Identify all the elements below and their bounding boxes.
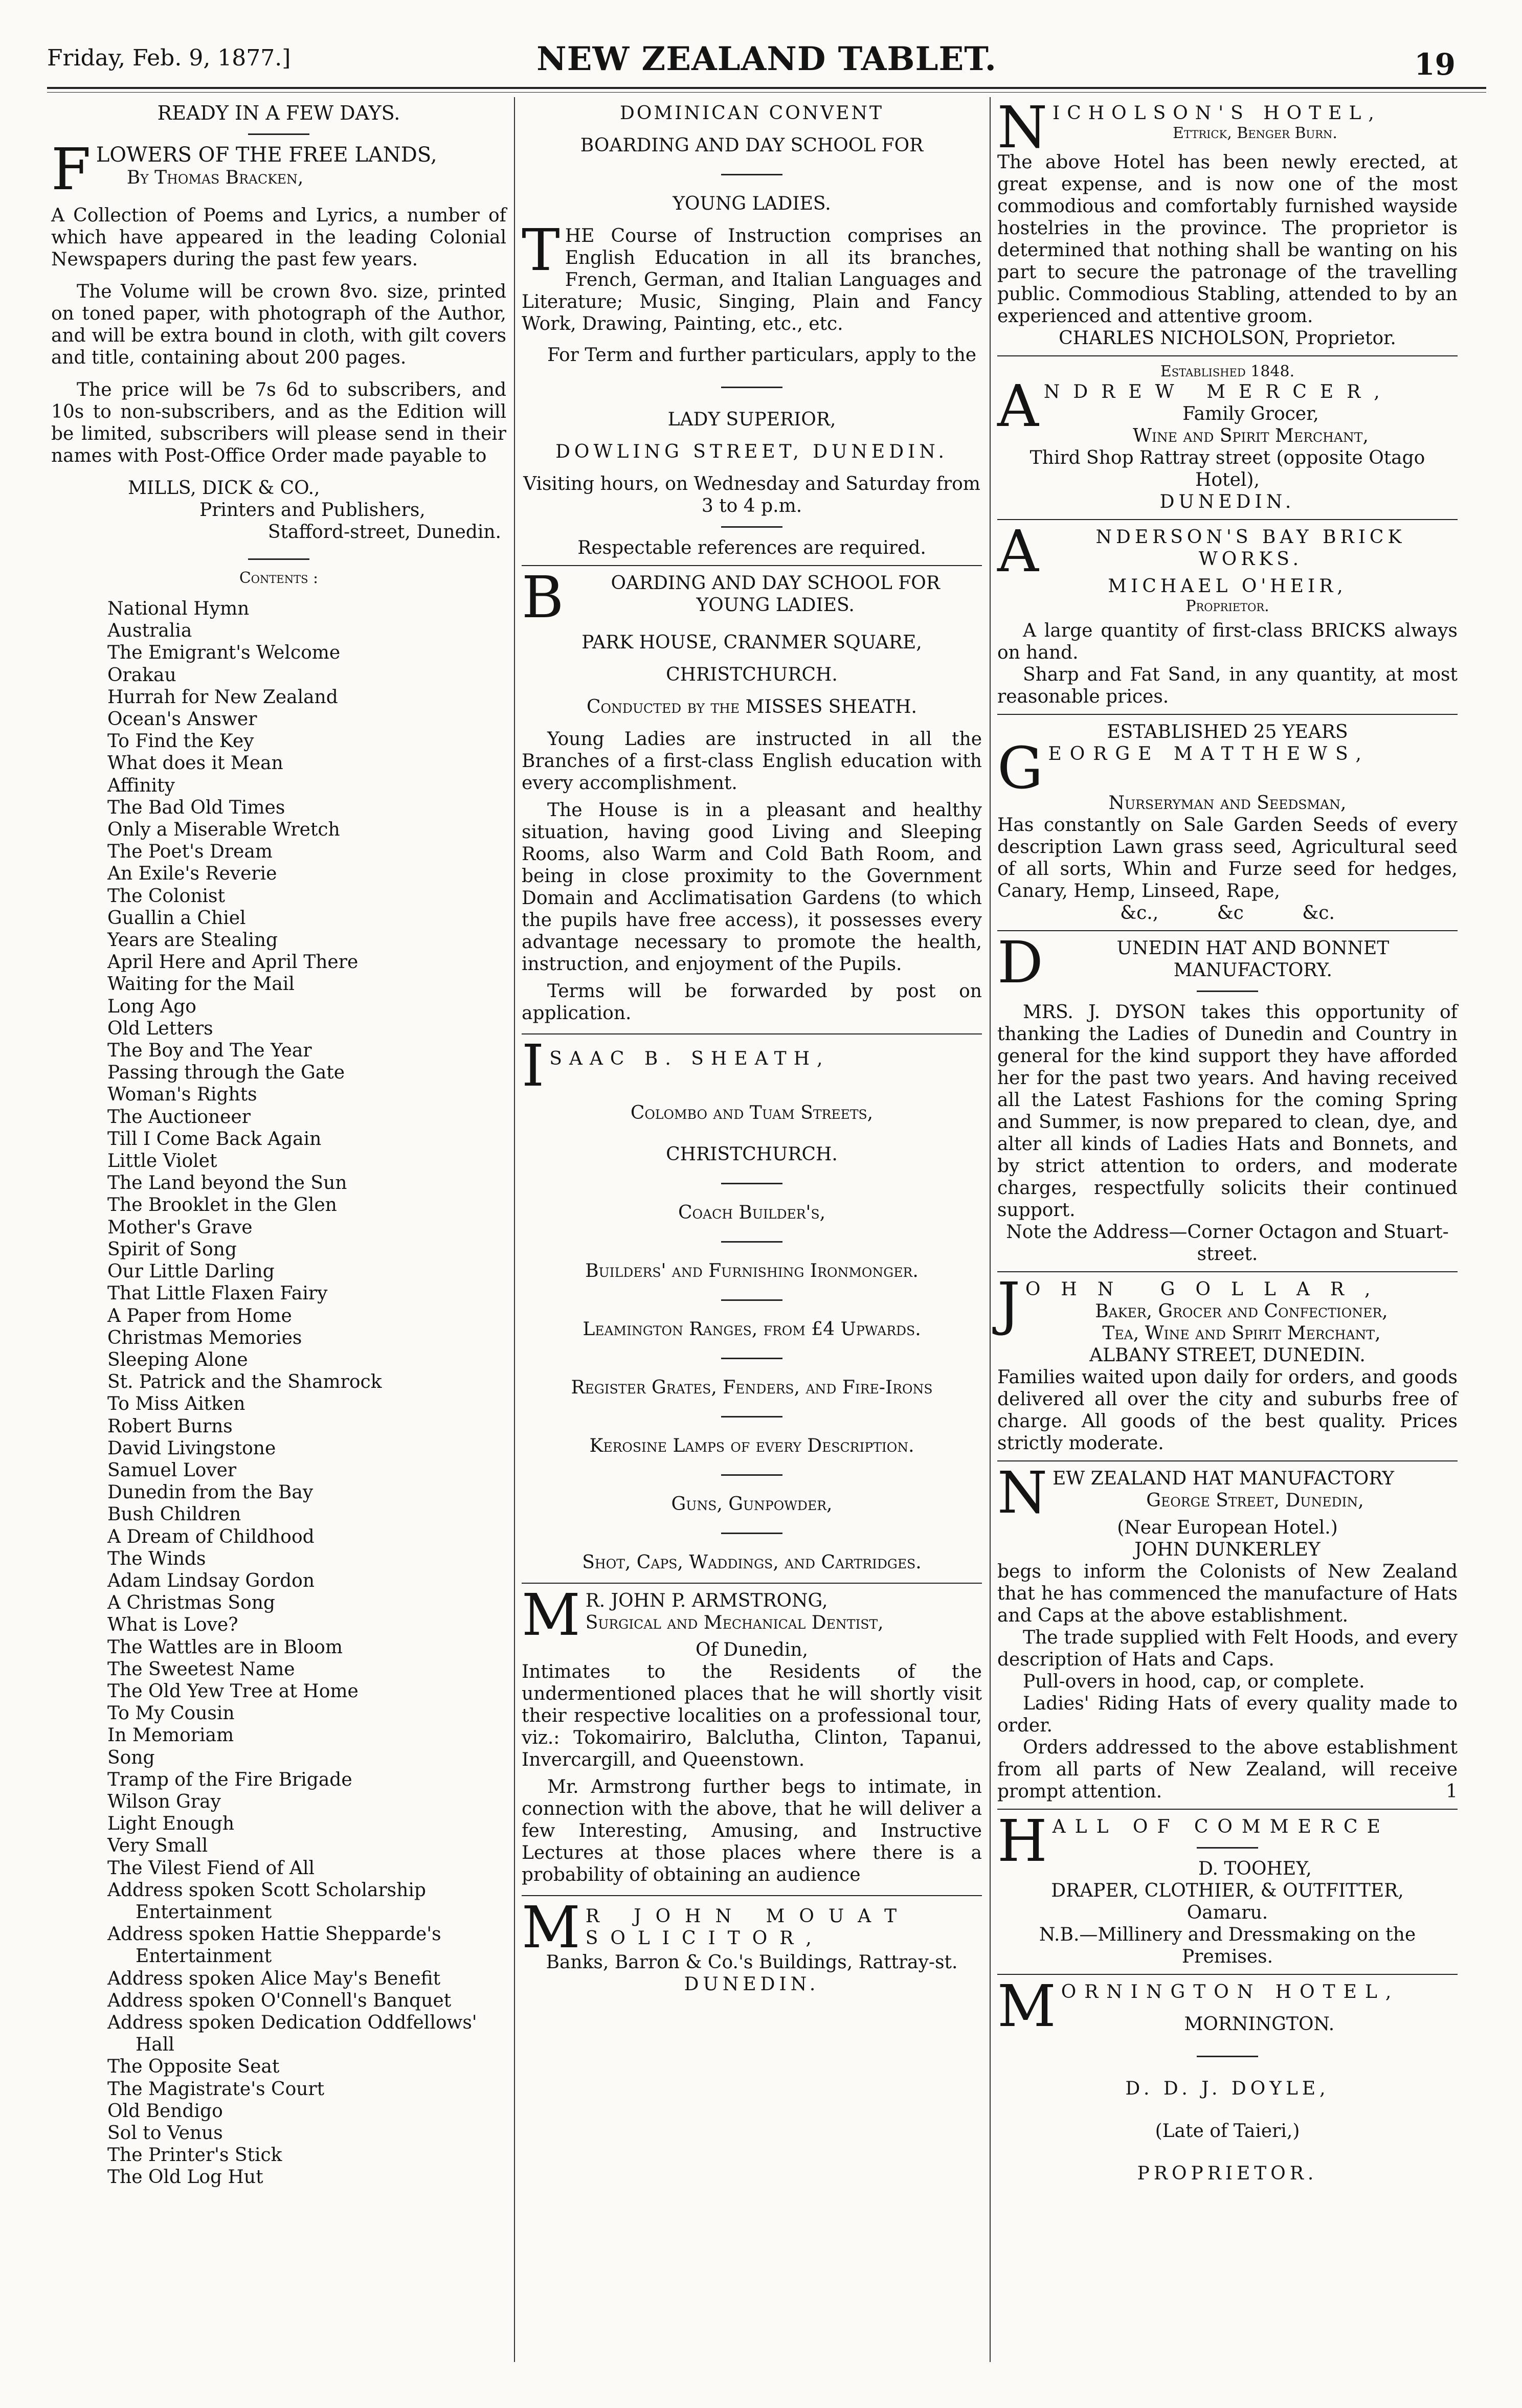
contents-item: Sol to Venus [107,2123,223,2144]
contents-item: The Opposite Seat [107,2056,280,2078]
publisher-address: Stafford-street, Dunedin. [267,522,501,543]
drop-cap: F [51,137,91,203]
mercer-heading: A NDREW MERCER, [997,373,1393,440]
contents-item: The Old Yew Tree at Home [107,1680,359,1702]
contents-item: The Winds [107,1548,206,1569]
rule [997,355,1458,356]
convent-term: For Term and further particulars, apply to the [547,345,977,366]
contents-item: Song [107,1747,155,1768]
divider [721,1474,782,1476]
contents-item: A Dream of Childhood [107,1526,315,1547]
contents-item: The Bad Old Times [107,797,285,818]
divider [721,1241,782,1243]
column-divider-1 [514,97,515,2362]
column-2 [522,102,982,1995]
divider [248,133,309,135]
rule [997,930,1458,931]
header-rule-thin [47,92,1486,93]
dyson-body: MRS. J. DYSON takes this opportunity of thanking the Ladies of Dunedin and Country in general for the kind support they have afforded her for the past two years. And having received all the Latest Fashions for the coming Spring and Summer, is now prepared to clean, dye, and alter all kinds of Ladies Hats and Bonnets, and by strict attention to orders, and moderate charges, respectfully solicits their continued support. [997,1002,1458,1221]
dyson-address: Note the Address—Corner Octagon and Stuart-street. [1006,1222,1449,1265]
divider [1197,2056,1258,2057]
contents-item: Very Small [107,1835,208,1857]
divider [1197,991,1258,992]
contents-item: Mother's Grave [107,1217,253,1238]
brick-owner: MICHAEL O'HEIR, [1108,576,1347,597]
contents-item: Only a Miserable Wretch [107,819,340,841]
book-format: The Volume will be crown 8vo. size, printed on toned paper, with photograph of the Author, and will be extra bound in cloth, with gilt covers and title, containing about 200 pages. [51,281,506,368]
contents-item: Orakau [107,664,176,686]
contents-item: Address spoken Scott Scholarship Entertainment [107,1879,426,1923]
contents-item: Guallin a Chiel [107,907,246,929]
brick-para-1: A large quantity of first-class BRICKS always on hand. [997,620,1458,663]
rule [522,565,982,566]
rule [522,1895,982,1896]
dunkerley-para-1: begs to inform the Colonists of New Zealand that he has commenced the manufacture of Hats and Caps at the above establishment. [997,1561,1458,1626]
commerce-owner: D. TOOHEY, [1198,1858,1312,1879]
mouat-address: Banks, Barron & Co.'s Buildings, Rattray-st. [546,1952,958,1973]
matthews-heading: G EORGE MATTHEWS, [997,735,1370,802]
dunkerley-para-3: Pull-overs in hood, cap, or complete. [1023,1671,1365,1692]
commerce-trade: DRAPER, CLOTHIER, & OUTFITTER, [1051,1880,1404,1901]
brick-proprietor: Proprietor. [1185,597,1269,615]
contents-item: What does it Mean [107,753,283,774]
armstrong-para-1: Intimates to the Residents of the undermentioned places that he will shortly visit their respective localities on a professional tour, viz.: Tokomairiro, Balclutha, Clinton, Tapanui, Invercargill, and Queenstown. [522,1661,982,1770]
contents-item: Robert Burns [107,1415,233,1437]
contents-item: Wilson Gray [107,1791,221,1812]
contents-item: The Brooklet in the Glen [107,1195,337,1216]
mornington-proprietor: PROPRIETOR. [1137,2163,1318,2184]
contents-item: Ocean's Answer [107,709,257,730]
convent-address: DOWLING STREET, DUNEDIN. [555,441,948,462]
dunkerley-heading: N EW ZEALAND HAT MANUFACTORY George Street, Dunedin, [997,1460,1394,1526]
convent-young-ladies: YOUNG LADIES. [673,193,831,214]
commerce-heading: H ALL OF COMMERCE [997,1808,1390,1875]
mouat-heading: M R JOHN MOUAT SOLICITOR, [522,1895,911,1961]
contents-item: Dunedin from the Bay [107,1482,314,1503]
guns: Guns, Gunpowder, [671,1494,833,1515]
contents-item: Years are Stealing [107,930,278,951]
page-number: 19 [1414,47,1456,82]
nicholson-body: The above Hotel has been newly erected, at great expense, and is now one of the most commodious and comfortably furnished wayside hostelries in the province. The proprietor is determined that nothing shall be wanting on his part to secure the patronage of the travelling public. Commodious Stabling, attended to by an experienced and attentive groom. [997,152,1458,327]
armstrong-para-2: Mr. Armstrong further begs to intimate, in connection with the above, that he will deliver a few Interesting, Amusing, and Instructive Lectures at those places where there is a probability of obtaining an audience [522,1776,982,1885]
column-3 [997,95,1458,2185]
book-description: A Collection of Poems and Lyrics, a number of which have appeared in the leading Colonial Newspapers during the past few years. [51,205,506,270]
nicholson-heading: N ICHOLSON'S HOTEL, Ettrick, Benger Burn. [997,95,1381,161]
mercer-line-1: Family Grocer, [1182,403,1319,424]
mornington-late: (Late of Taieri,) [1155,2121,1300,2142]
contents-item: The Emigrant's Welcome [107,642,341,664]
contents-item: Hurrah for New Zealand [107,686,338,708]
contents-item: Woman's Rights [107,1084,257,1106]
contents-item: What is Love? [107,1614,238,1636]
contents-list [107,598,506,2189]
conducted-by: Conducted by the MISSES SHEATH. [587,696,917,717]
matthews-body: Has constantly on Sale Garden Seeds of every description Lawn grass seed, Agricultural seed of all sorts, Whin and Furze seed for hedges, Canary, Hemp, Linseed, Rape, [997,815,1458,902]
contents-item: Old Bendigo [107,2100,223,2122]
school-para-3: Terms will be forwarded by post on application. [522,981,982,1024]
park-house-city: CHRISTCHURCH. [666,664,838,685]
brick-heading: A NDERSON'S BAY BRICK WORKS. [997,519,1406,585]
divider [721,1416,782,1417]
divider [721,174,782,175]
contents-item: The Sweetest Name [107,1658,295,1680]
contents-item: The Old Log Hut [107,2167,263,2188]
contents-item: April Here and April There [107,952,359,973]
mouat-city: DUNEDIN. [684,1974,820,1995]
contents-item: Affinity [107,775,175,796]
sheath-heading: I SAAC B. SHEATH, [522,1033,830,1099]
rule [997,714,1458,715]
contents-item: Sleeping Alone [107,1349,248,1370]
dyson-heading: D UNEDIN HAT AND BONNET MANUFACTORY. [997,930,1390,996]
park-house-address: PARK HOUSE, CRANMER SQUARE, [581,632,922,653]
contents-item: The Magistrate's Court [107,2078,325,2100]
contents-item: Little Violet [107,1151,217,1172]
contents-item: To Find the Key [107,731,254,752]
dunkerley-para-5: Orders addressed to the above establishment from all parts of New Zealand, will receive prompt attention. 1 [997,1737,1458,1802]
masthead-title: NEW ZEALAND TABLET. [536,40,997,78]
mornington-heading: M ORNINGTON HOTEL, [997,1973,1400,2040]
divider [721,526,782,528]
contents-item: The Land beyond the Sun [107,1173,347,1194]
rule [997,1271,1458,1272]
contents-item: A Christmas Song [107,1592,275,1614]
contents-item: The Vilest Fiend of All [107,1857,315,1879]
contents-item: An Exile's Reverie [107,863,277,885]
ironmonger: Builders' and Furnishing Ironmonger. [585,1261,919,1281]
coach-builder: Coach Builder's, [678,1202,826,1223]
mercer-line-2: Wine and Spirit Merchant, [1132,425,1369,446]
contents-label: Contents : [239,569,319,587]
armstrong-city: Of Dunedin, [695,1639,808,1660]
contents-item: Adam Lindsay Gordon [107,1570,315,1591]
publisher-name: MILLS, DICK & CO., [128,478,320,499]
dunkerley-para-4: Ladies' Riding Hats of every quality made to order. [997,1693,1458,1736]
rule [522,1033,982,1034]
matthews-etc: &c., &c &c. [1120,903,1335,924]
visiting-hours: Visiting hours, on Wednesday and Saturday from 3 to 4 p.m. [523,474,980,516]
commerce-town: Oamaru. [1187,1902,1268,1923]
book-title: F LOWERS OF THE FREE LANDS, By Thomas Bracken, [51,137,437,203]
divider [1197,1847,1258,1849]
header-rule [47,87,1486,89]
book-price: The price will be 7s 6d to subscribers, and 10s to non-subscribers, and as the Edition will be limited, subscribers will please send in their names with Post-Office Order made payable to [51,379,506,466]
divider [721,387,782,388]
mornington-owner: D. D. J. DOYLE, [1125,2078,1330,2099]
brick-para-2: Sharp and Fat Sand, in any quantity, at most reasonable prices. [997,664,1458,707]
divider [248,558,309,560]
mercer-city: DUNEDIN. [1159,491,1295,512]
contents-item: Tramp of the Fire Brigade [107,1769,352,1790]
school-para-2: The House is in a pleasant and healthy situation, having good Living and Sleeping Rooms, also Warm and Cold Bath Room, and being in close proximity to the Government Domain and Acclimatisation Gardens (to which the pupils have free access), it possesses every advantage necessary to promote the health, instruction, and enjoyment of the Pupils. [522,800,982,975]
mornington-place: MORNINGTON. [1184,2014,1335,2035]
gollar-body: Families waited upon daily for orders, and goods delivered all over the city and suburbs free of charge. All goods of the best quality. Prices strictly moderate. [997,1367,1458,1454]
contents-item: Long Ago [107,996,196,1017]
contents-item: Light Enough [107,1813,235,1835]
register-grates: Register Grates, Fenders, and Fire-Irons [571,1377,933,1398]
contents-item: Address spoken Alice May's Benefit [107,1968,441,1989]
publisher-role: Printers and Publishers, [199,500,426,521]
contents-item: Samuel Lover [107,1459,237,1481]
gollar-heading: J OHN GOLLAR, Baker, Grocer and Confectioner, Tea, Wine and Spirit Merchant, [997,1271,1391,1344]
dunkerley-name: JOHN DUNKERLEY [1134,1539,1320,1560]
rule [997,1974,1458,1975]
divider [721,1533,782,1534]
contents-item: Spirit of Song [107,1239,237,1260]
contents-item: The Printer's Stick [107,2145,282,2166]
armstrong-heading: M R. JOHN P. ARMSTRONG, Surgical and Mechanical Dentist, [522,1582,884,1649]
divider [721,1299,782,1301]
contents-item: Address spoken Hattie Shepparde's Entertainment [107,1924,441,1967]
mercer-established: Established 1848. [1160,363,1295,380]
contents-item: In Memoriam [107,1725,234,1746]
contents-item: Christmas Memories [107,1327,302,1348]
lady-superior: LADY SUPERIOR, [667,409,836,430]
contents-item: Our Little Darling [107,1261,275,1282]
matthews-established: ESTABLISHED 25 YEARS [1107,722,1348,742]
contents-item: Old Letters [107,1018,213,1039]
contents-item: Passing through the Gate [107,1062,345,1084]
contents-item: The Poet's Dream [107,841,273,863]
shot-caps: Shot, Caps, Waddings, and Cartridges. [582,1552,922,1573]
contents-item: A Paper from Home [107,1305,292,1326]
contents-item: The Wattles are in Bloom [107,1636,343,1658]
contents-item: David Livingstone [107,1437,276,1459]
column-divider-2 [990,97,991,2362]
references-note: Respectable references are required. [577,537,926,558]
nicholson-proprietor: CHARLES NICHOLSON, Proprietor. [1059,328,1396,349]
convent-course: THE Course of Instruction comprises an English Education in all its branches, French, German, and Italian Languages and Literature; Music, Singing, Plain and Fancy Work, Drawing, Painting, etc., etc. [522,217,982,334]
contents-item: National Hymn [107,598,250,619]
convent-heading: DOMINICAN CONVENT [619,103,884,124]
contents-item: Australia [107,620,192,642]
contents-item: Waiting for the Mail [107,974,295,995]
rule [997,1460,1458,1461]
rule [997,1809,1458,1810]
column-1 [51,102,506,2189]
dunkerley-para-2: The trade supplied with Felt Hoods, and every description of Hats and Caps. [997,1627,1458,1670]
divider [721,1358,782,1359]
ready-heading: READY IN A FEW DAYS. [157,102,400,124]
matthews-title: Nurseryman and Seedsman, [1108,793,1347,814]
school-para-1: Young Ladies are instructed in all the Branches of a first-class English education with every accomplishment. [522,729,982,794]
mercer-line-3: Third Shop Rattray street (opposite Otago Hotel), [1029,447,1425,490]
contents-item: That Little Flaxen Fairy [107,1283,328,1304]
gollar-address: ALBANY STREET, DUNEDIN. [1089,1345,1366,1366]
divider [721,1183,782,1184]
rule [997,519,1458,520]
page-header [47,36,1486,92]
contents-item: Address spoken Dedication Oddfellows' Hall [107,2012,477,2056]
contents-item: The Colonist [107,885,225,907]
rule [522,1583,982,1584]
book-author: By Thomas Bracken, [126,167,304,188]
contents-item: Address spoken O'Connell's Banquet [107,1990,452,2011]
convent-subheading: BOARDING AND DAY SCHOOL FOR [580,135,924,156]
contents-item: The Boy and The Year [107,1040,312,1062]
dunkerley-line-2: (Near European Hotel.) [1117,1517,1338,1538]
commerce-note: N.B.—Millinery and Dressmaking on the Premises. [1039,1924,1416,1967]
sheath-streets: Colombo and Tuam Streets, [630,1102,874,1123]
contents-item: St. Patrick and the Shamrock [107,1371,382,1393]
issue-date: Friday, Feb. 9, 1877.] [47,45,291,71]
kerosine-lamps: Kerosine Lamps of every Description. [589,1435,914,1456]
contents-item: Bush Children [107,1504,241,1525]
contents-item: To My Cousin [107,1703,235,1724]
contents-item: The Auctioneer [107,1106,251,1128]
contents-item: Till I Come Back Again [107,1128,322,1150]
leamington-ranges: Leamington Ranges, from £4 Upwards. [583,1319,921,1340]
sheath-city: CHRISTCHURCH. [666,1144,838,1165]
park-house-heading: B OARDING AND DAY SCHOOL FOR YOUNG LADIES. [522,565,940,631]
contents-item: To Miss Aitken [107,1393,245,1415]
